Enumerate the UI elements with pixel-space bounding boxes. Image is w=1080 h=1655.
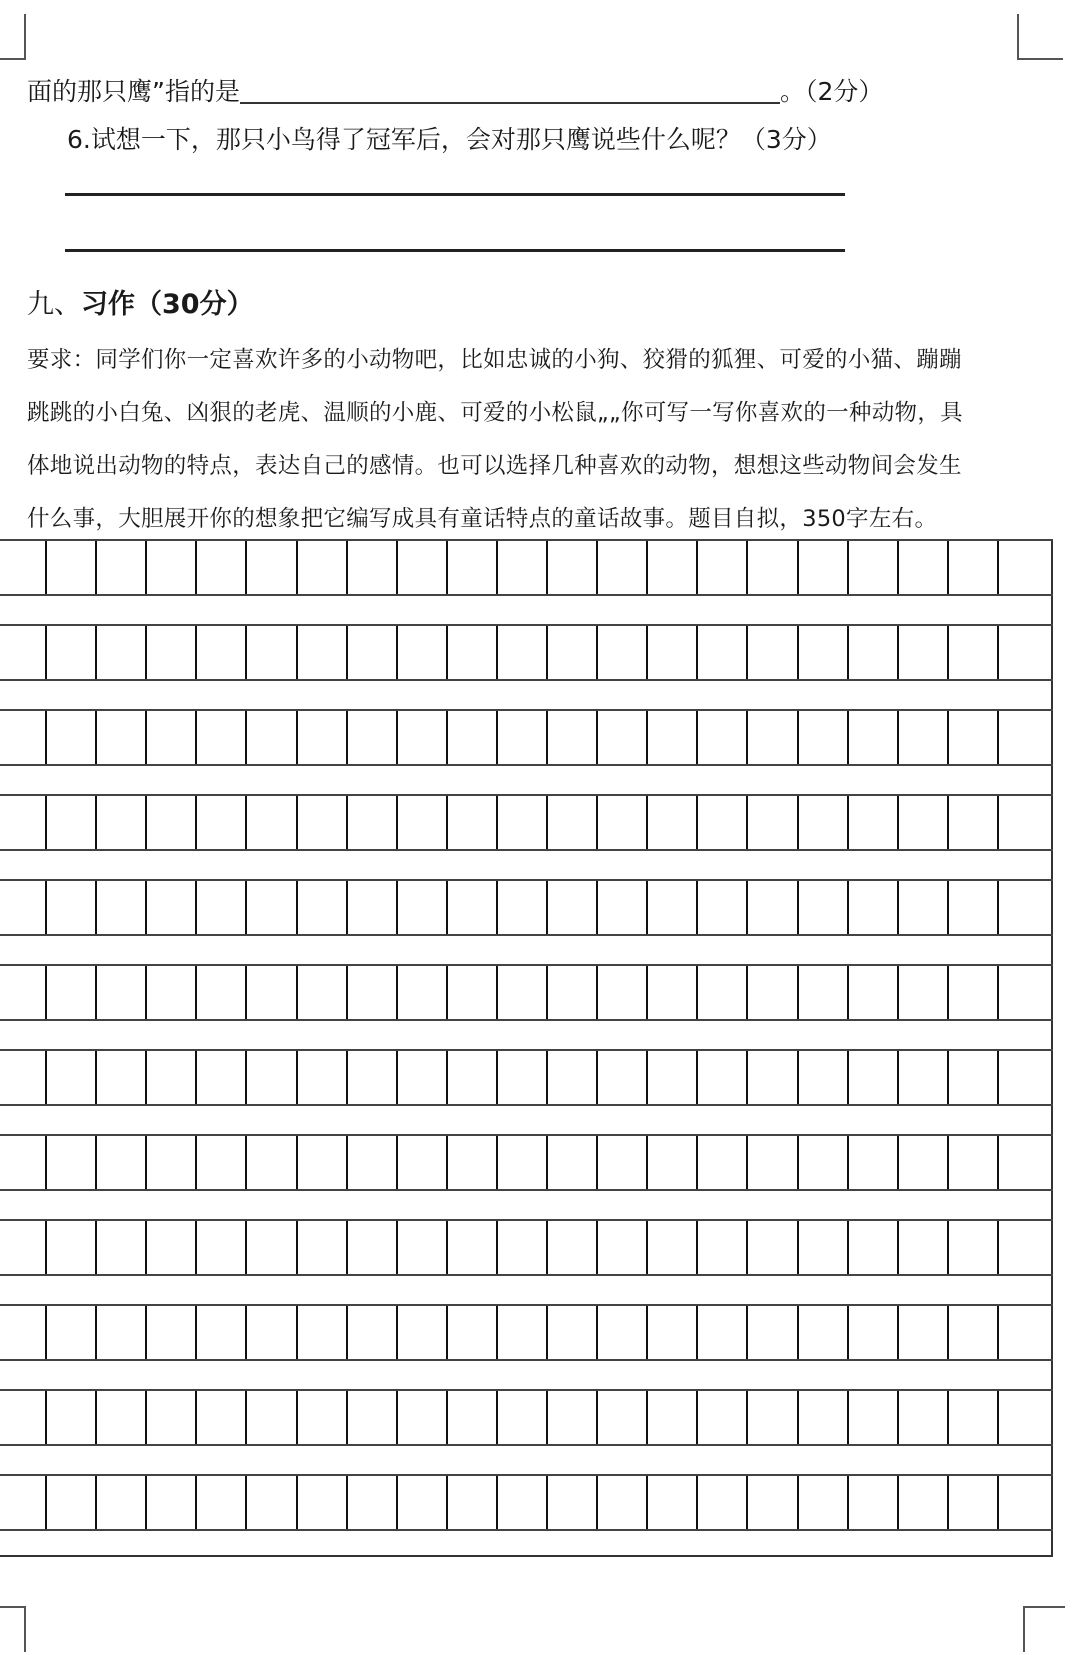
grid-cell[interactable] [897, 881, 947, 934]
grid-cell[interactable] [596, 1136, 646, 1189]
grid-cell[interactable] [346, 626, 396, 679]
requirement-line-2: 跳跳的小白兔、凶狠的老虎、温顺的小鹿、可爱的小松鼠„„你可写一写你喜欢的一种动物，具 [27, 400, 963, 426]
grid-cell[interactable] [95, 1051, 145, 1104]
grid-cell[interactable] [446, 1306, 496, 1359]
grid-cell[interactable] [296, 966, 346, 1019]
grid-cell[interactable] [997, 626, 1047, 679]
grid-cell[interactable] [746, 1136, 796, 1189]
grid-cell[interactable] [997, 541, 1047, 594]
grid-cell[interactable] [646, 796, 696, 849]
grid-cell[interactable] [646, 1221, 696, 1274]
grid-cell[interactable] [646, 1476, 696, 1529]
grid-cell[interactable] [346, 1221, 396, 1274]
grid-cell[interactable] [797, 711, 847, 764]
grid-cell[interactable] [847, 711, 897, 764]
grid-cell[interactable] [496, 1051, 546, 1104]
grid-cell[interactable] [195, 796, 245, 849]
grid-row [0, 624, 1053, 681]
grid-cell[interactable] [195, 1221, 245, 1274]
grid-cell[interactable] [496, 1136, 546, 1189]
grid-cell[interactable] [296, 1051, 346, 1104]
grid-cell[interactable] [997, 966, 1047, 1019]
grid-cell[interactable] [396, 966, 446, 1019]
grid-cell[interactable] [296, 541, 346, 594]
grid-cell[interactable] [797, 796, 847, 849]
grid-cell[interactable] [947, 626, 997, 679]
requirement-line-1: 要求：同学们你一定喜欢许多的小动物吧，比如忠诚的小狗、狡猾的狐狸、可爱的小猫、蹦蹦 [27, 347, 962, 373]
grid-cell[interactable] [596, 541, 646, 594]
grid-cell[interactable] [746, 1051, 796, 1104]
section-title: 习作（30分） [81, 289, 254, 320]
grid-cell[interactable] [95, 966, 145, 1019]
grid-cell[interactable] [596, 1051, 646, 1104]
grid-cell[interactable] [997, 1221, 1047, 1274]
grid-cell[interactable] [746, 541, 796, 594]
grid-cell[interactable] [847, 1221, 897, 1274]
grid-cell[interactable] [746, 626, 796, 679]
grid-cell[interactable] [95, 881, 145, 934]
grid-cell[interactable] [346, 1476, 396, 1529]
grid-cell[interactable] [45, 1136, 95, 1189]
grid-cell[interactable] [296, 1476, 346, 1529]
grid-cell[interactable] [396, 541, 446, 594]
grid-cell[interactable] [346, 1306, 396, 1359]
grid-cell[interactable] [446, 626, 496, 679]
grid-cell[interactable] [646, 966, 696, 1019]
crop-mark-bottom-left [0, 1606, 26, 1652]
grid-cell[interactable] [897, 711, 947, 764]
grid-cell[interactable] [847, 1391, 897, 1444]
grid-cell[interactable] [95, 711, 145, 764]
grid-cell[interactable] [797, 1476, 847, 1529]
grid-cell[interactable] [396, 1391, 446, 1444]
grid-cell[interactable] [195, 1051, 245, 1104]
grid-cell[interactable] [195, 626, 245, 679]
grid-cell[interactable] [596, 711, 646, 764]
grid-cell[interactable] [446, 1476, 496, 1529]
grid-cell[interactable] [947, 1051, 997, 1104]
section-number: 九、 [27, 289, 81, 320]
grid-cell[interactable] [546, 711, 596, 764]
grid-cell[interactable] [346, 1391, 396, 1444]
grid-cell[interactable] [797, 1136, 847, 1189]
grid-cell[interactable] [897, 796, 947, 849]
grid-cell[interactable] [396, 1306, 446, 1359]
grid-cell[interactable] [696, 541, 746, 594]
grid-cell[interactable] [696, 1136, 746, 1189]
grid-cell[interactable] [947, 881, 997, 934]
grid-cell[interactable] [446, 1391, 496, 1444]
grid-cell[interactable] [45, 1051, 95, 1104]
grid-cell[interactable] [847, 541, 897, 594]
grid-cell[interactable] [746, 711, 796, 764]
grid-cell[interactable] [847, 881, 897, 934]
grid-cell[interactable] [396, 711, 446, 764]
grid-cell[interactable] [346, 881, 396, 934]
grid-cell[interactable] [446, 541, 496, 594]
grid-cell[interactable] [746, 1221, 796, 1274]
grid-cell[interactable] [446, 1136, 496, 1189]
grid-cell[interactable] [847, 966, 897, 1019]
grid-cell[interactable] [396, 1136, 446, 1189]
grid-cell[interactable] [546, 1051, 596, 1104]
grid-cell[interactable] [746, 796, 796, 849]
grid-cell[interactable] [546, 966, 596, 1019]
grid-cell[interactable] [997, 1306, 1047, 1359]
grid-cell[interactable] [296, 1391, 346, 1444]
grid-cell[interactable] [95, 796, 145, 849]
grid-cell[interactable] [897, 1221, 947, 1274]
grid-cell[interactable] [797, 881, 847, 934]
grid-cell[interactable] [145, 1306, 195, 1359]
grid-cell[interactable] [145, 711, 195, 764]
grid-row [0, 1049, 1053, 1106]
grid-cell[interactable] [496, 711, 546, 764]
grid-cell[interactable] [245, 711, 295, 764]
grid-cell[interactable] [45, 626, 95, 679]
crop-mark-top-left [0, 14, 26, 60]
grid-cell[interactable] [245, 881, 295, 934]
grid-cell[interactable] [696, 1306, 746, 1359]
grid-row [0, 1389, 1053, 1446]
grid-cell[interactable] [195, 1306, 245, 1359]
grid-cell[interactable] [496, 541, 546, 594]
grid-cell[interactable] [245, 541, 295, 594]
grid-cell[interactable] [546, 1476, 596, 1529]
grid-cell[interactable] [596, 796, 646, 849]
grid-cell[interactable] [947, 1221, 997, 1274]
grid-cell[interactable] [947, 711, 997, 764]
grid-cell[interactable] [245, 1221, 295, 1274]
grid-cell[interactable] [646, 541, 696, 594]
section-heading [27, 288, 254, 322]
grid-cell[interactable] [897, 1051, 947, 1104]
grid-cell[interactable] [797, 1051, 847, 1104]
grid-row [0, 879, 1053, 936]
grid-row [0, 964, 1053, 1021]
grid-row [0, 1219, 1053, 1276]
grid-cell[interactable] [947, 1476, 997, 1529]
grid-cell[interactable] [947, 541, 997, 594]
grid-cell[interactable] [947, 1136, 997, 1189]
grid-cell[interactable] [797, 1306, 847, 1359]
grid-cell[interactable] [746, 1391, 796, 1444]
grid-cell[interactable] [746, 966, 796, 1019]
grid-cell[interactable] [797, 1391, 847, 1444]
grid-cell[interactable] [245, 1136, 295, 1189]
grid-cell[interactable] [546, 881, 596, 934]
question-5-suffix: 。（2分） [779, 77, 884, 106]
grid-cell[interactable] [596, 1391, 646, 1444]
grid-cell[interactable] [45, 1476, 95, 1529]
grid-cell[interactable] [897, 626, 947, 679]
grid-cell[interactable] [296, 881, 346, 934]
grid-cell[interactable] [145, 796, 195, 849]
grid-row [0, 539, 1053, 596]
grid-cell[interactable] [997, 881, 1047, 934]
grid-cell[interactable] [847, 1136, 897, 1189]
grid-cell[interactable] [596, 626, 646, 679]
grid-cell[interactable] [646, 711, 696, 764]
grid-cell[interactable] [195, 1391, 245, 1444]
grid-cell[interactable] [396, 1476, 446, 1529]
grid-cell[interactable] [947, 1391, 997, 1444]
grid-cell[interactable] [245, 626, 295, 679]
requirement-line-3: 体地说出动物的特点，表达自己的感情。也可以选择几种喜欢的动物，想想这些动物间会发生 [27, 453, 962, 479]
grid-cell[interactable] [696, 1476, 746, 1529]
grid-cell[interactable] [696, 966, 746, 1019]
grid-cell[interactable] [296, 626, 346, 679]
grid-cell[interactable] [45, 1306, 95, 1359]
grid-cell[interactable] [45, 1391, 95, 1444]
grid-cell[interactable] [947, 796, 997, 849]
grid-cell[interactable] [145, 1136, 195, 1189]
grid-cell[interactable] [195, 881, 245, 934]
grid-cell[interactable] [997, 1476, 1047, 1529]
grid-cell[interactable] [797, 966, 847, 1019]
grid-cell[interactable] [95, 1476, 145, 1529]
grid-cell[interactable] [947, 1306, 997, 1359]
grid-row [0, 1474, 1053, 1531]
grid-row [0, 709, 1053, 766]
grid-cell[interactable] [296, 1306, 346, 1359]
question-5-prefix: 面的那只鹰”指的是 [27, 77, 240, 106]
grid-cell[interactable] [346, 711, 396, 764]
grid-cell[interactable] [546, 626, 596, 679]
grid-cell[interactable] [195, 1476, 245, 1529]
question-6-answer-line-2[interactable] [65, 249, 845, 252]
grid-cell[interactable] [847, 1476, 897, 1529]
grid-cell[interactable] [997, 711, 1047, 764]
grid-cell[interactable] [746, 1476, 796, 1529]
grid-cell[interactable] [296, 796, 346, 849]
grid-cell[interactable] [346, 796, 396, 849]
grid-row [0, 794, 1053, 851]
grid-cell[interactable] [45, 541, 95, 594]
crop-mark-top-right [1017, 14, 1063, 60]
grid-cell[interactable] [346, 541, 396, 594]
grid-cell[interactable] [947, 966, 997, 1019]
grid-cell[interactable] [997, 1051, 1047, 1104]
grid-cell[interactable] [346, 966, 396, 1019]
grid-cell[interactable] [897, 1136, 947, 1189]
grid-cell[interactable] [646, 1136, 696, 1189]
grid-cell[interactable] [997, 1136, 1047, 1189]
grid-cell[interactable] [245, 796, 295, 849]
grid-cell[interactable] [245, 1476, 295, 1529]
grid-cell[interactable] [997, 796, 1047, 849]
grid-cell[interactable] [797, 1221, 847, 1274]
grid-cell[interactable] [245, 966, 295, 1019]
grid-cell[interactable] [897, 966, 947, 1019]
grid-cell[interactable] [95, 1221, 145, 1274]
grid-cell[interactable] [847, 626, 897, 679]
grid-cell[interactable] [596, 966, 646, 1019]
grid-cell[interactable] [346, 1051, 396, 1104]
grid-cell[interactable] [195, 1136, 245, 1189]
grid-cell[interactable] [95, 541, 145, 594]
grid-cell[interactable] [45, 881, 95, 934]
grid-cell[interactable] [446, 966, 496, 1019]
grid-cell[interactable] [145, 1391, 195, 1444]
grid-cell[interactable] [396, 796, 446, 849]
grid-cell[interactable] [797, 541, 847, 594]
grid-cell[interactable] [446, 796, 496, 849]
grid-cell[interactable] [145, 626, 195, 679]
grid-cell[interactable] [897, 1306, 947, 1359]
question-5-tail [27, 76, 883, 108]
grid-cell[interactable] [145, 966, 195, 1019]
grid-cell[interactable] [546, 1306, 596, 1359]
grid-cell[interactable] [746, 881, 796, 934]
grid-cell[interactable] [496, 881, 546, 934]
grid-cell[interactable] [746, 1306, 796, 1359]
grid-cell[interactable] [296, 1221, 346, 1274]
grid-cell[interactable] [546, 1391, 596, 1444]
grid-cell[interactable] [696, 626, 746, 679]
grid-cell[interactable] [496, 1221, 546, 1274]
grid-cell[interactable] [245, 1391, 295, 1444]
grid-cell[interactable] [847, 1306, 897, 1359]
grid-cell[interactable] [195, 966, 245, 1019]
grid-cell[interactable] [897, 1476, 947, 1529]
grid-cell[interactable] [195, 541, 245, 594]
grid-cell[interactable] [296, 1136, 346, 1189]
grid-cell[interactable] [847, 1051, 897, 1104]
grid-cell[interactable] [546, 1221, 596, 1274]
grid-cell[interactable] [95, 1136, 145, 1189]
grid-cell[interactable] [245, 1306, 295, 1359]
grid-cell[interactable] [646, 1051, 696, 1104]
grid-cell[interactable] [145, 1221, 195, 1274]
grid-cell[interactable] [396, 1221, 446, 1274]
grid-cell[interactable] [496, 966, 546, 1019]
grid-cell[interactable] [496, 626, 546, 679]
grid-cell[interactable] [646, 1306, 696, 1359]
grid-cell[interactable] [396, 626, 446, 679]
grid-cell[interactable] [496, 1476, 546, 1529]
grid-cell[interactable] [145, 1476, 195, 1529]
grid-cell[interactable] [396, 881, 446, 934]
grid-cell[interactable] [145, 541, 195, 594]
grid-cell[interactable] [696, 1051, 746, 1104]
grid-cell[interactable] [446, 1051, 496, 1104]
grid-cell[interactable] [95, 1306, 145, 1359]
grid-cell[interactable] [596, 1221, 646, 1274]
grid-cell[interactable] [546, 541, 596, 594]
grid-cell[interactable] [696, 1391, 746, 1444]
grid-cell[interactable] [797, 626, 847, 679]
grid-cell[interactable] [596, 1476, 646, 1529]
grid-cell[interactable] [45, 1221, 95, 1274]
requirement-line-4: 什么事，大胆展开你的想象把它编写成具有童话特点的童话故事。题目自拟，350字左右。 [27, 506, 938, 532]
grid-cell[interactable] [45, 796, 95, 849]
question-6-answer-line-1[interactable] [65, 193, 845, 196]
grid-cell[interactable] [396, 1051, 446, 1104]
grid-cell[interactable] [646, 881, 696, 934]
grid-cell[interactable] [997, 1391, 1047, 1444]
grid-cell[interactable] [496, 796, 546, 849]
grid-cell[interactable] [496, 1391, 546, 1444]
grid-cell[interactable] [145, 881, 195, 934]
grid-cell[interactable] [847, 796, 897, 849]
grid-cell[interactable] [696, 711, 746, 764]
grid-cell[interactable] [646, 1391, 696, 1444]
crop-mark-bottom-right [1023, 1606, 1065, 1652]
grid-cell[interactable] [195, 711, 245, 764]
question-6-text: 6.试想一下，那只小鸟得了冠军后，会对那只鹰说些什么呢？（3分） [67, 125, 832, 154]
grid-cell[interactable] [346, 1136, 396, 1189]
grid-cell[interactable] [696, 1221, 746, 1274]
grid-cell[interactable] [446, 1221, 496, 1274]
grid-row [0, 1134, 1053, 1191]
grid-cell[interactable] [646, 626, 696, 679]
grid-row [0, 1304, 1053, 1361]
grid-cell[interactable] [45, 711, 95, 764]
grid-cell[interactable] [446, 881, 496, 934]
grid-cell[interactable] [45, 966, 95, 1019]
grid-cell[interactable] [95, 626, 145, 679]
grid-cell[interactable] [596, 1306, 646, 1359]
grid-cell[interactable] [546, 796, 596, 849]
grid-cell[interactable] [446, 711, 496, 764]
grid-cell[interactable] [596, 881, 646, 934]
grid-cell[interactable] [696, 881, 746, 934]
grid-cell[interactable] [245, 1051, 295, 1104]
question-5-answer-blank[interactable] [240, 76, 780, 104]
grid-cell[interactable] [145, 1051, 195, 1104]
grid-cell[interactable] [696, 796, 746, 849]
grid-cell[interactable] [546, 1136, 596, 1189]
grid-cell[interactable] [897, 541, 947, 594]
grid-cell[interactable] [496, 1306, 546, 1359]
grid-cell[interactable] [296, 711, 346, 764]
grid-cell[interactable] [95, 1391, 145, 1444]
grid-cell[interactable] [897, 1391, 947, 1444]
